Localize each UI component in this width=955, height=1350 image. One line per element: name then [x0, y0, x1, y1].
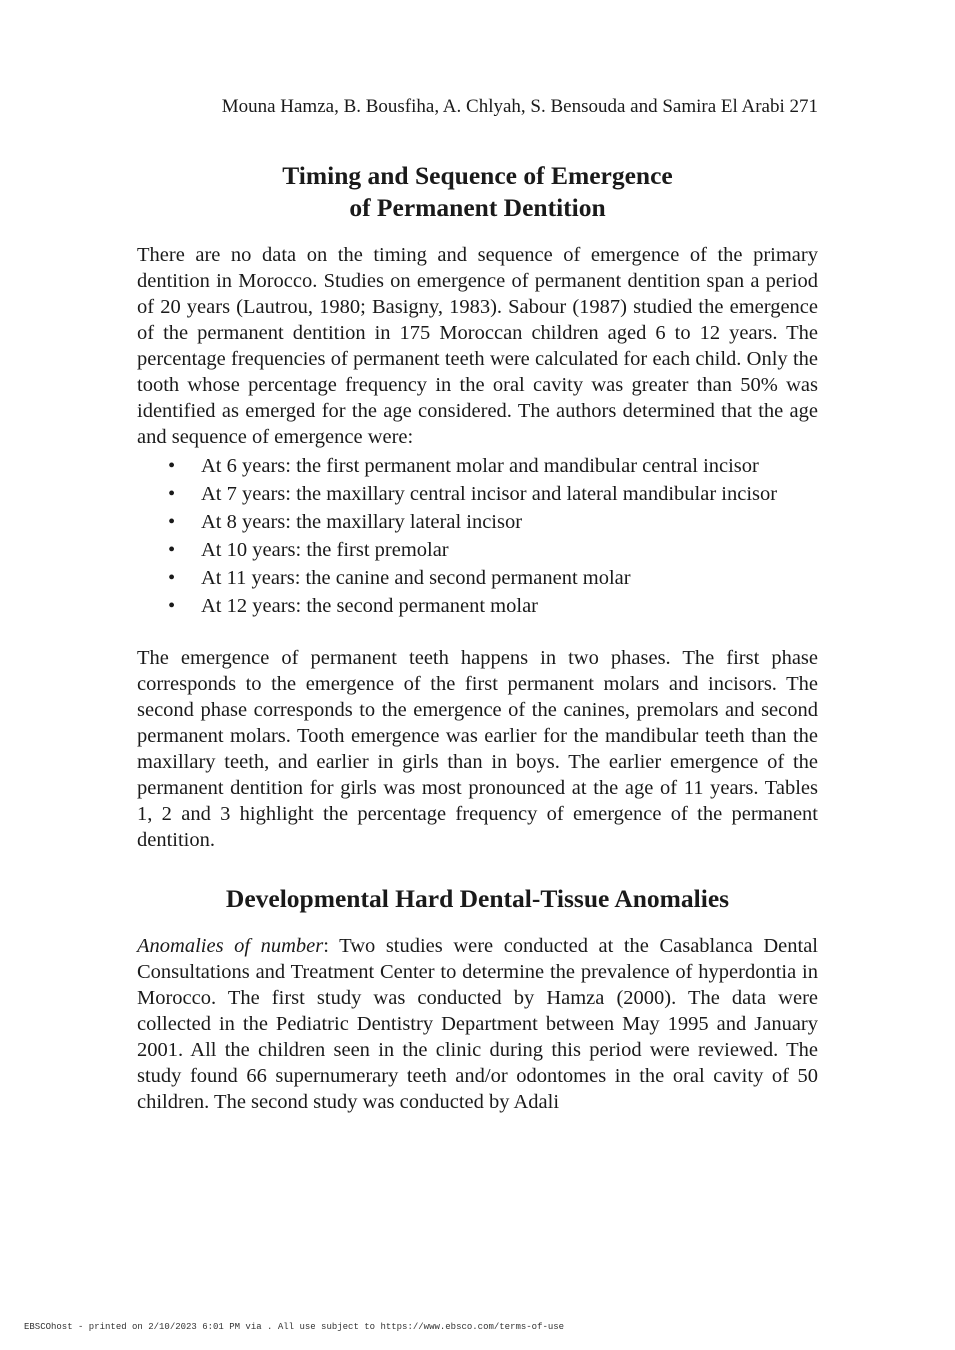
bullet-icon: •	[168, 567, 176, 589]
section-title-anomalies: Developmental Hard Dental-Tissue Anomalies	[225, 884, 730, 913]
running-header: Mouna Hamza, B. Bousfiha, A. Chlyah, S. Bensouda and Samira El Arabi 271	[221, 96, 818, 117]
emergence-sequence-list	[137, 453, 818, 619]
list-item-text: At 11 years: the canine and second permanent molar	[201, 567, 631, 589]
section-title-emergence	[137, 160, 818, 224]
list-item	[168, 481, 818, 507]
list-item-text: At 7 years: the maxillary central incisor and lateral mandibular incisor	[201, 483, 778, 505]
bullet-icon: •	[168, 483, 176, 505]
list-item-text: At 6 years: the first permanent molar and mandibular central incisor	[201, 455, 759, 477]
anomalies-body-text: : Two studies were conducted at the Casablanca Dental Consultations and Treatment Center to determine the prevalence of hyperdontia in Morocco. The first study was conducted by Hamza (2000). The data were collected in the Pediatric Dentistry Department between May 1995 and January 2001. All the children seen in the clinic during this period were reviewed. The study found 66 supernumerary teeth and/or odontomes in the oral cavity of 50 children. The second study was conducted by Adali	[137, 935, 818, 1113]
phases-paragraph: The emergence of permanent teeth happens in two phases. The first phase corresponds to the emergence of the first permanent molars and incisors. The second phase corresponds to the emergence of the canines, premolars and second permanent molars. Tooth emergence was earlier for the mandibular teeth than the maxillary teeth, and earlier in girls than in boys. The earlier emergence of the permanent dentition for girls was most pronounced at the age of 11 years. Tables 1, 2 and 3 highlight the percentage frequency of emergence of the permanent dentition.	[137, 647, 818, 851]
anomalies-paragraph	[137, 933, 818, 1115]
bullet-icon: •	[168, 595, 176, 617]
section-title-line-2: of Permanent Dentition	[349, 193, 606, 222]
list-item	[168, 537, 818, 563]
list-item	[168, 509, 818, 535]
intro-paragraph: There are no data on the timing and sequence of emergence of the primary dentition in Morocco. Studies on emergence of permanent dentition span a period of 20 years (Lautrou, 1980; Basigny, 1983). Sabour (1987) studied the emergence of the permanent dentition in 175 Moroccan children aged 6 to 12 years. The percentage frequencies of permanent teeth were calculated for each child. Only the tooth whose percentage frequency in the oral cavity was greater than 50% was identified as emerged for the age considered. The authors determined that the age and sequence of emergence were:	[137, 244, 818, 448]
bullet-icon: •	[168, 539, 176, 561]
list-item	[168, 453, 818, 479]
list-item-text: At 10 years: the first premolar	[201, 539, 449, 561]
page-body	[137, 160, 818, 1115]
list-item	[168, 593, 818, 619]
bullet-icon: •	[168, 455, 176, 477]
print-footer: EBSCOhost - printed on 2/10/2023 6:01 PM via . All use subject to https://www.ebsco.com/terms-of-use	[24, 1322, 565, 1332]
list-item-text: At 12 years: the second permanent molar	[201, 595, 538, 617]
anomalies-lead-term: Anomalies of number	[137, 935, 324, 957]
list-item	[168, 565, 818, 591]
section-title-line-1: Timing and Sequence of Emergence	[282, 161, 673, 190]
list-item-text: At 8 years: the maxillary lateral incisor	[201, 511, 523, 533]
bullet-icon: •	[168, 511, 176, 533]
